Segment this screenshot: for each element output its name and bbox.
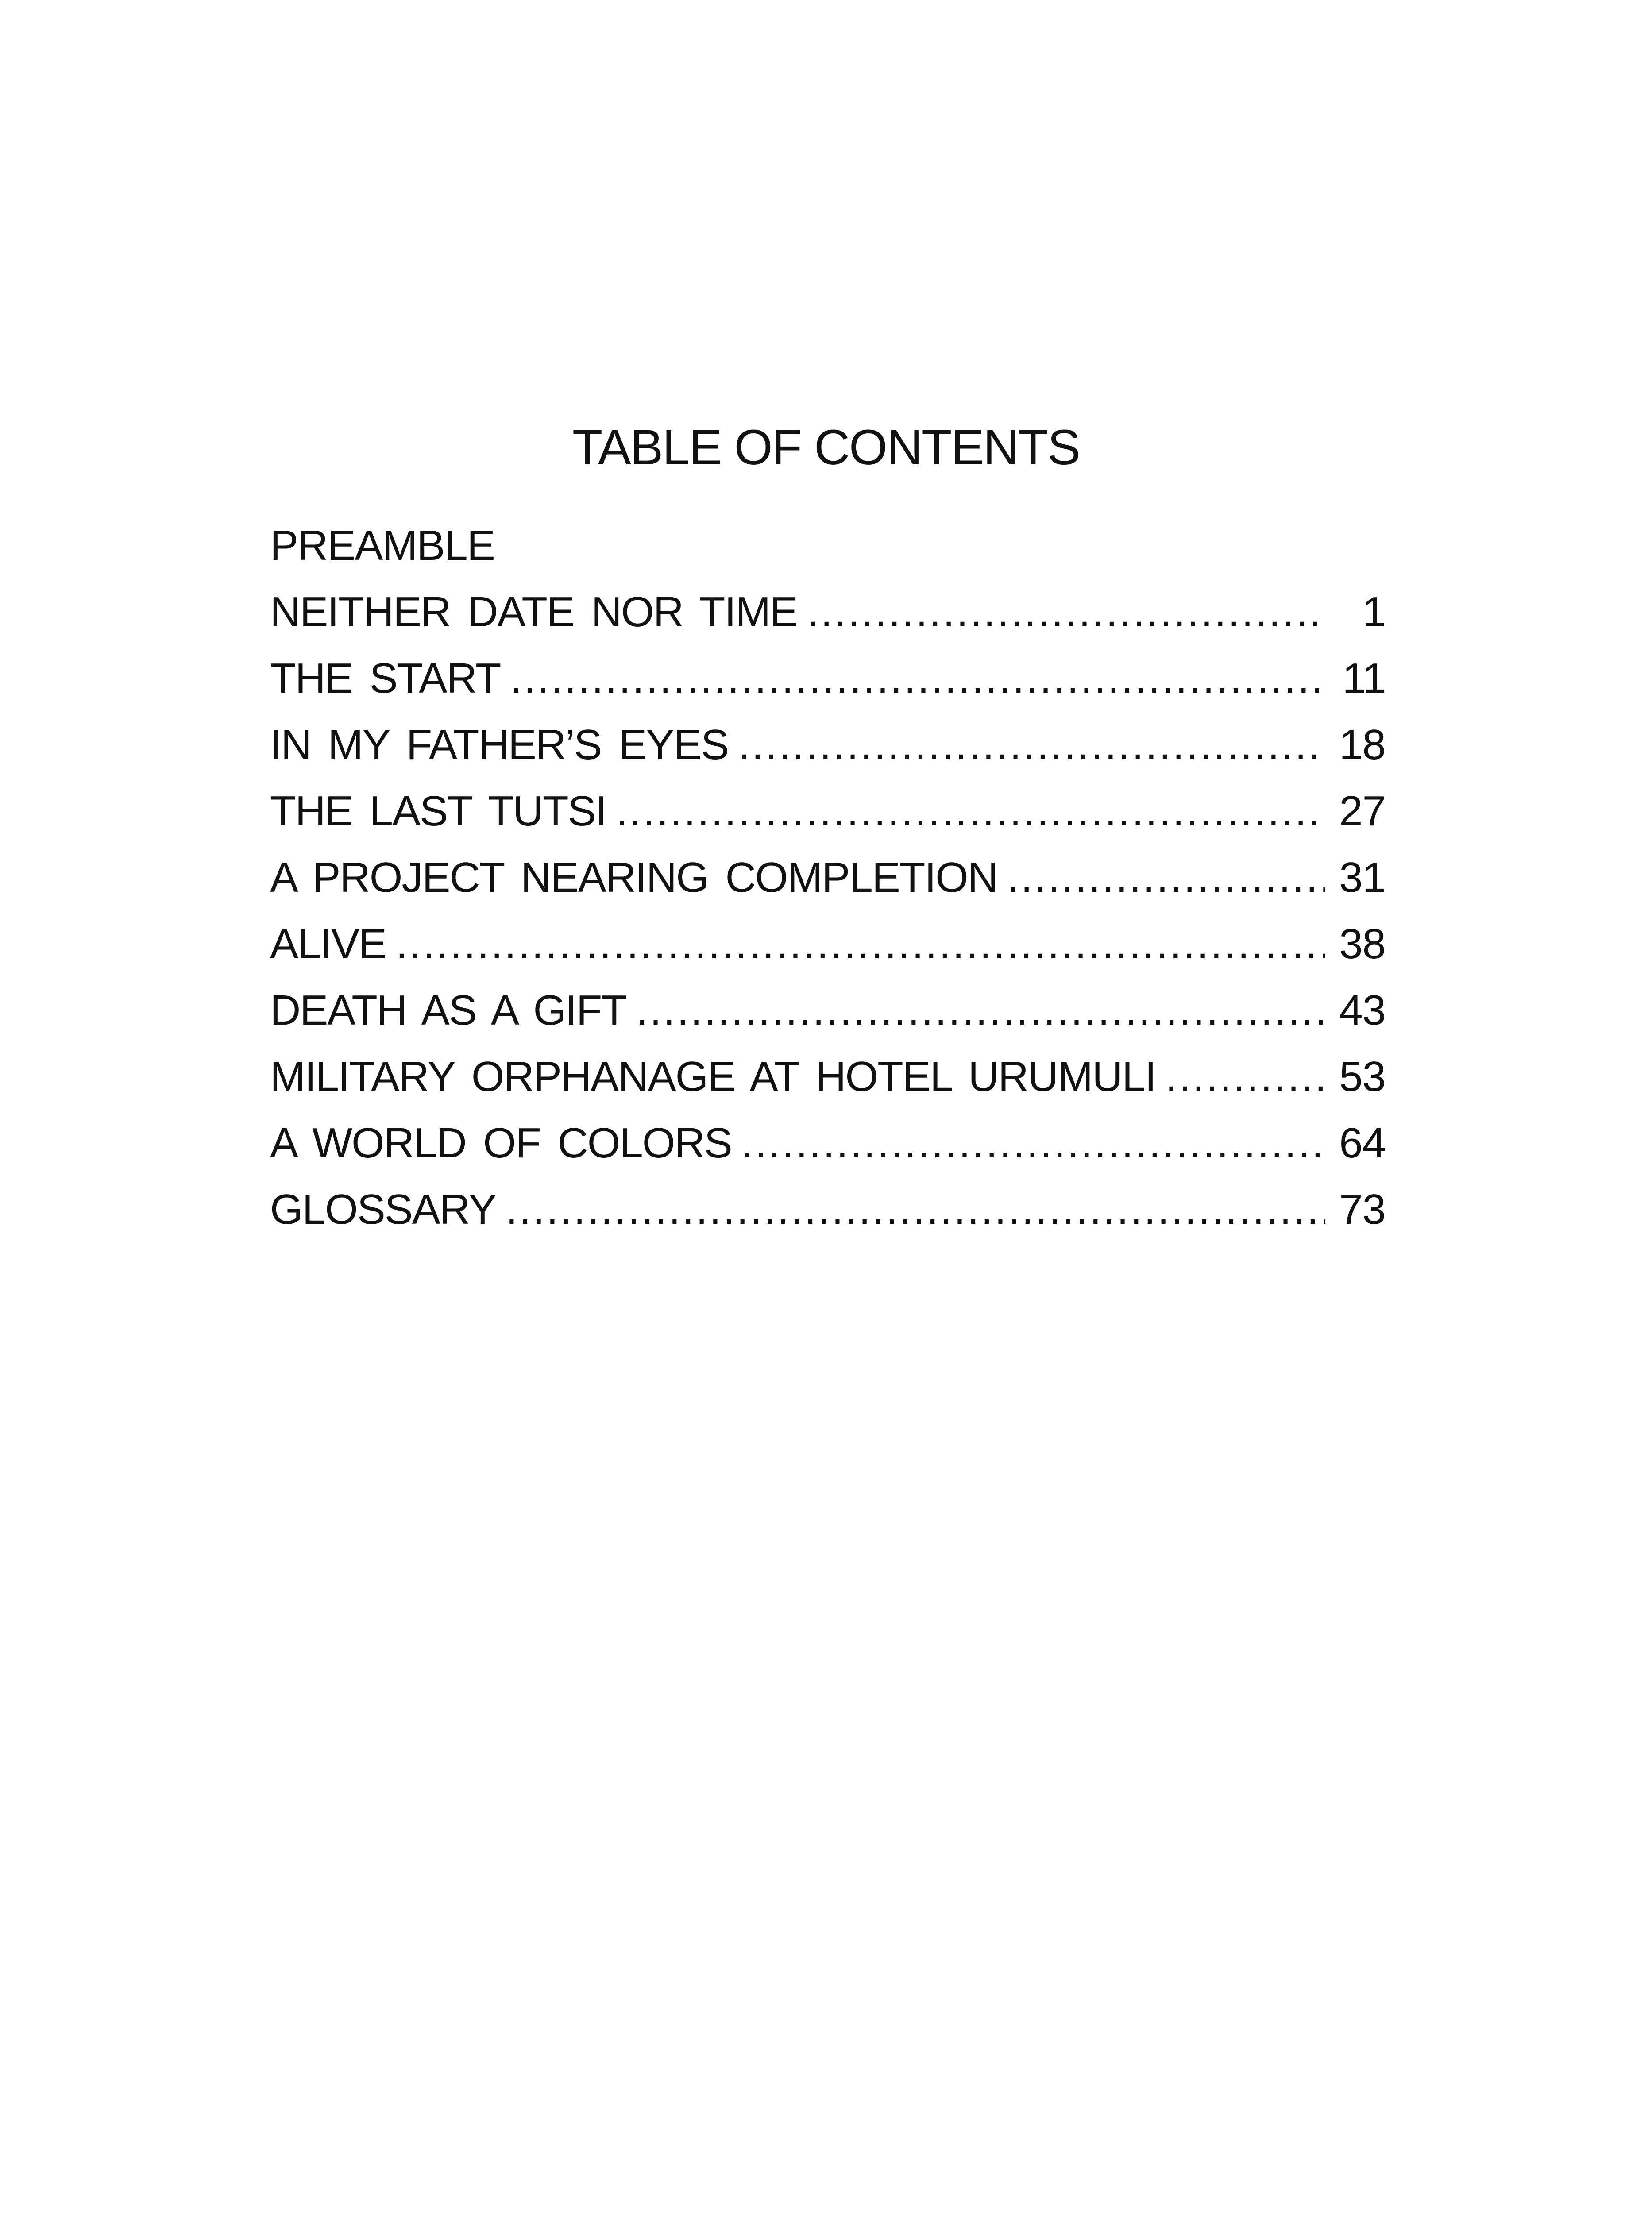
toc-entry-label: PREAMBLE bbox=[270, 522, 494, 569]
toc-entry bbox=[270, 1119, 1386, 1188]
toc-entry-label: THE LAST TUTSI bbox=[270, 787, 606, 835]
dot-leader bbox=[616, 790, 1325, 833]
toc-list bbox=[270, 524, 1386, 1255]
toc-entry bbox=[270, 787, 1386, 856]
dot-leader bbox=[510, 657, 1325, 700]
toc-entry-preamble bbox=[270, 524, 1386, 591]
toc-entry-page: 11 bbox=[1342, 655, 1386, 702]
toc-entry bbox=[270, 657, 1386, 724]
dot-leader bbox=[1007, 856, 1325, 899]
toc-entry-label: MILITARY ORPHANAGE AT HOTEL URUMULI bbox=[270, 1053, 1156, 1100]
toc-entry bbox=[270, 989, 1386, 1056]
toc-entry-page: 38 bbox=[1339, 920, 1386, 968]
dot-leader bbox=[738, 724, 1325, 766]
toc-entry-label: THE START bbox=[270, 655, 501, 702]
toc-entry bbox=[270, 1188, 1386, 1255]
toc-entry-label: A PROJECT NEARING COMPLETION bbox=[270, 854, 998, 901]
dot-leader bbox=[807, 591, 1325, 633]
toc-entry-page: 31 bbox=[1339, 854, 1386, 901]
toc-entry bbox=[270, 920, 1386, 989]
toc-entry-page: 73 bbox=[1339, 1186, 1386, 1233]
toc-entry-label: A WORLD OF COLORS bbox=[270, 1119, 732, 1167]
toc-entry bbox=[270, 856, 1386, 923]
toc-entry-page: 27 bbox=[1339, 787, 1386, 835]
dot-leader bbox=[741, 1122, 1325, 1164]
dot-leader bbox=[636, 989, 1325, 1032]
toc-entry bbox=[270, 721, 1386, 790]
dot-leader bbox=[1166, 1056, 1325, 1098]
dot-leader bbox=[506, 1188, 1325, 1231]
toc-entry-page: 18 bbox=[1339, 721, 1386, 768]
toc-entry-label: NEITHER DATE NOR TIME bbox=[270, 588, 798, 636]
toc-entry-page: 43 bbox=[1339, 987, 1386, 1034]
page-title: TABLE OF CONTENTS bbox=[572, 420, 1080, 475]
toc-entry-label: IN MY FATHER’S EYES bbox=[270, 721, 729, 768]
toc-entry-page: 64 bbox=[1339, 1119, 1386, 1167]
toc-entry-page: 1 bbox=[1362, 588, 1386, 636]
toc-entry-label: DEATH AS A GIFT bbox=[270, 987, 627, 1034]
toc-entry-label: GLOSSARY bbox=[270, 1186, 496, 1233]
toc-entry bbox=[270, 588, 1386, 657]
toc-entry-label: ALIVE bbox=[270, 920, 386, 968]
toc-entry-page: 53 bbox=[1339, 1053, 1386, 1100]
dot-leader bbox=[396, 923, 1325, 965]
toc-entry bbox=[270, 1053, 1386, 1122]
